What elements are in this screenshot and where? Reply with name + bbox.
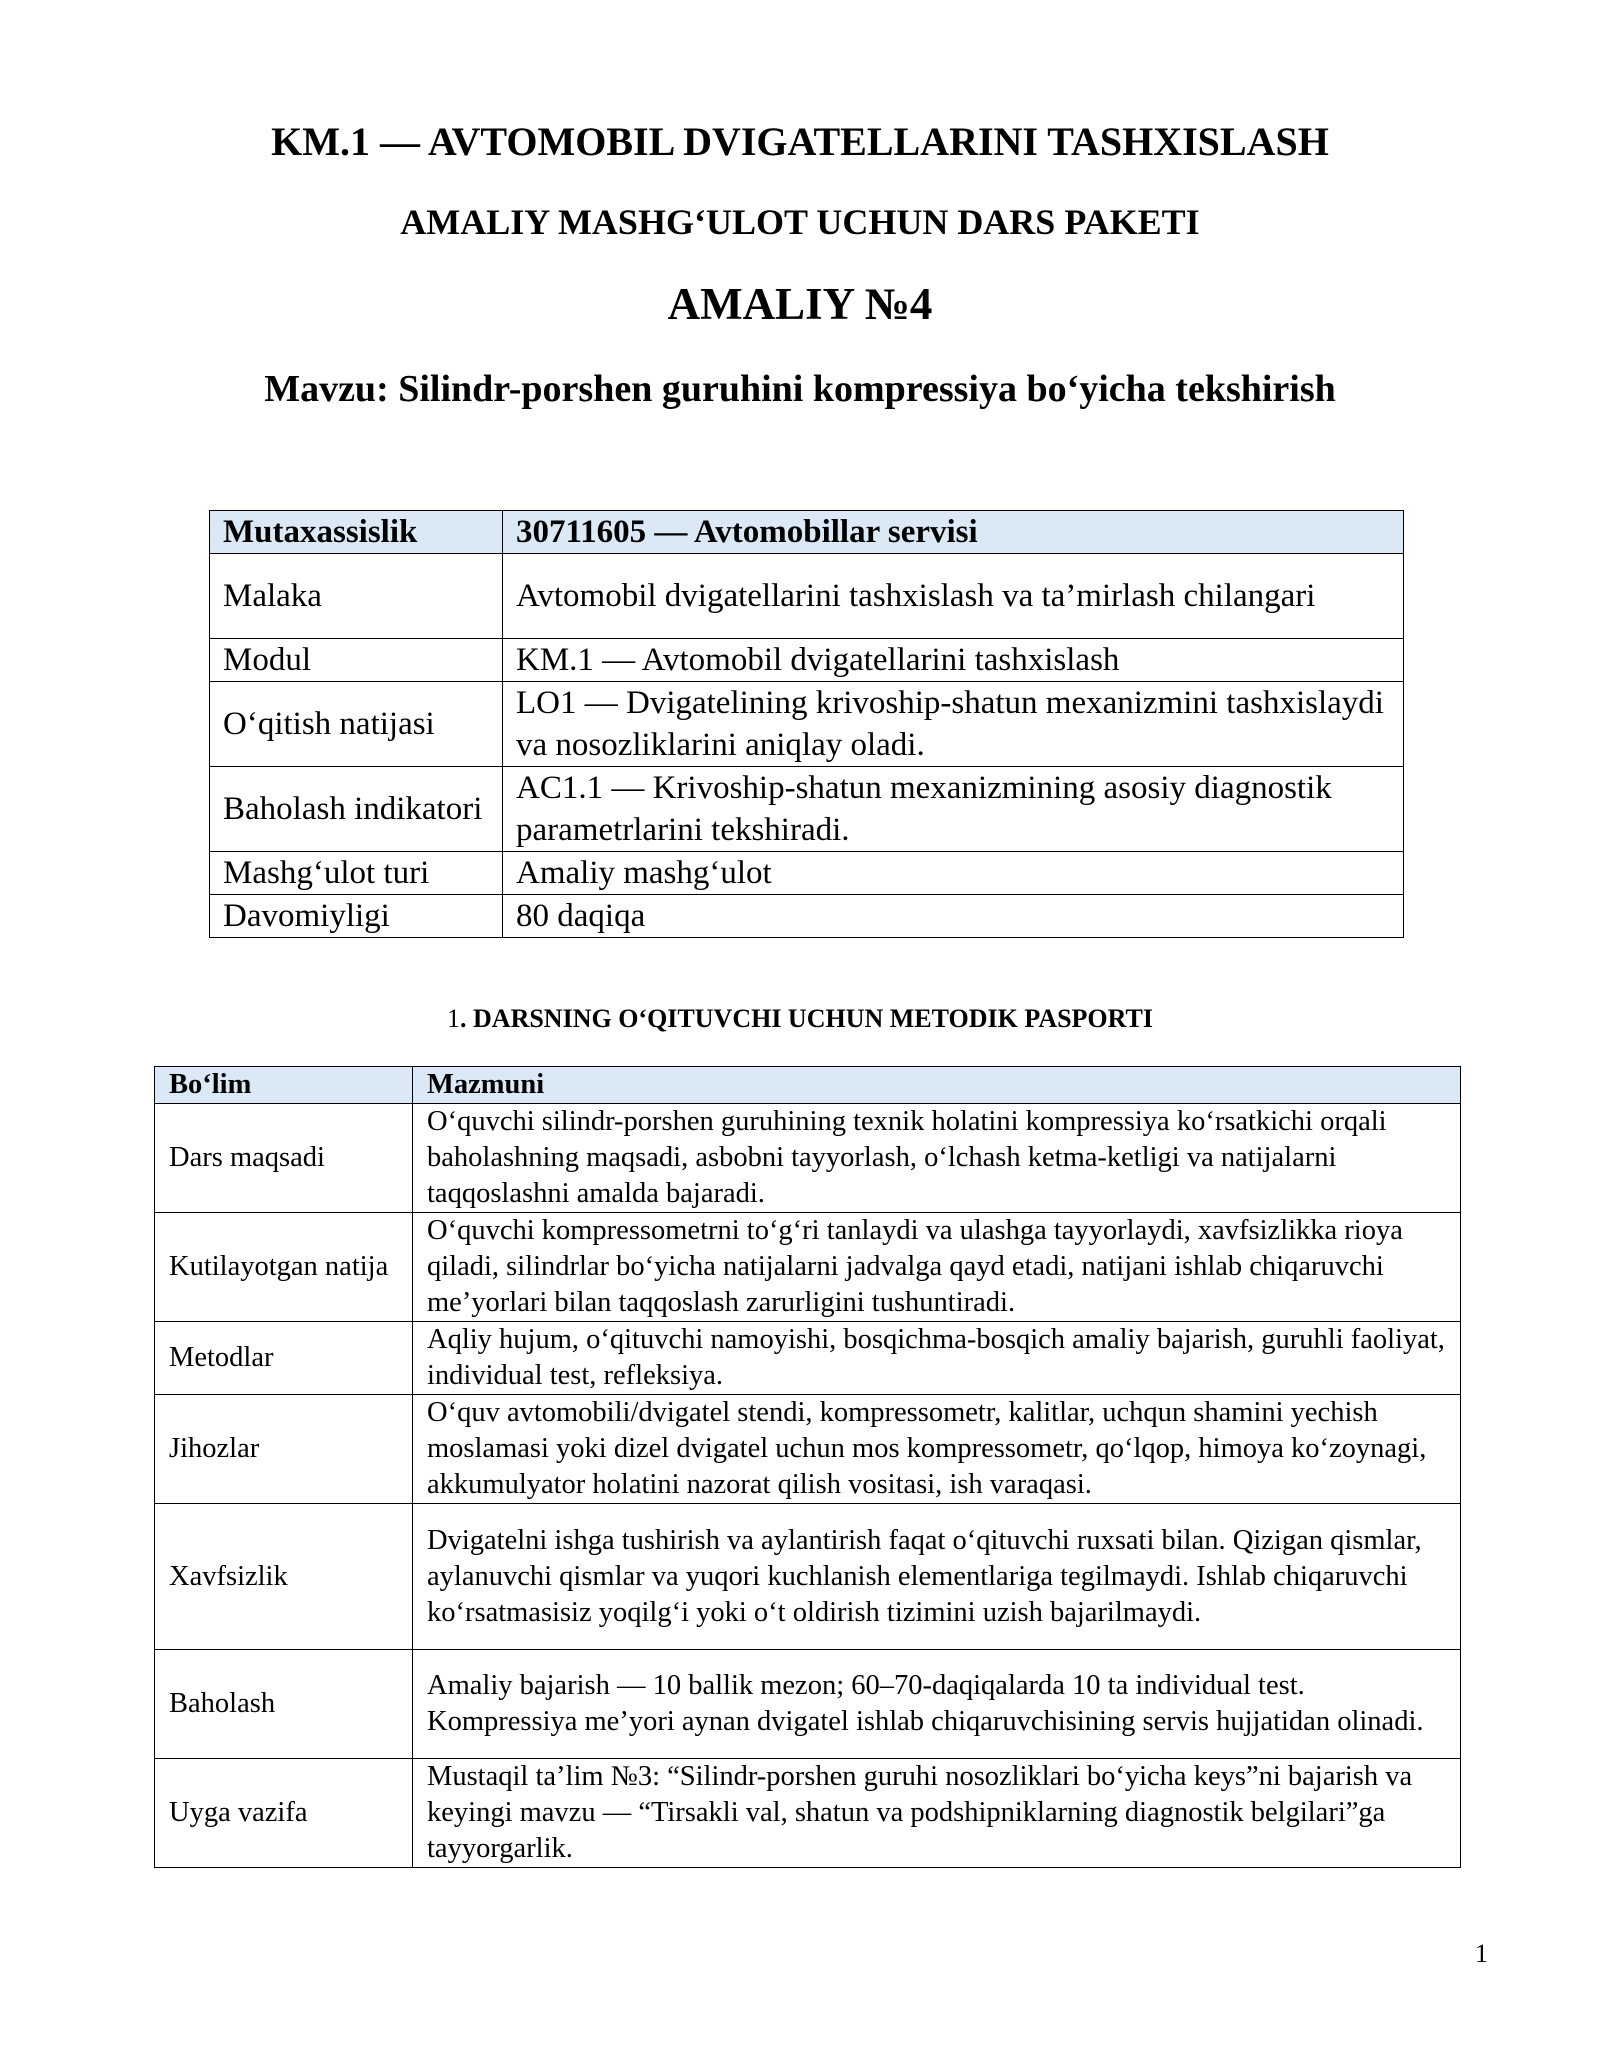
info-row-qualification — [210, 554, 1404, 639]
passport-row-expected-result — [155, 1213, 1461, 1322]
course-info-table — [209, 510, 1404, 938]
passport-content: O‘quvchi silindr-porshen guruhining texnik holatini kompressiya ko‘rsatkichi orqali baholashning maqsadi, asbobni tayyorlash, o‘lchash ketma-ketligi va natijalarni taqqoslashni amalda bajaradi. — [413, 1104, 1461, 1213]
passport-content: Dvigatelni ishga tushirish va aylantirish faqat o‘qituvchi ruxsati bilan. Qizigan qismlar, aylanuvchi qismlar va yuqori kuchlanish elementlariga tegilmaydi. Ishlab chiqaruvchi ko‘rsatmasisiz yoqilg‘i yoki o‘t oldirish tizimini uzish bajarilmaydi. — [413, 1504, 1461, 1650]
info-row-module — [210, 639, 1404, 682]
passport-content: Aqliy hujum, o‘qituvchi namoyishi, bosqichma-bosqich amaliy bajarish, guruhli faoliyat, individual test, refleksiya. — [413, 1322, 1461, 1395]
info-row-lesson-type — [210, 852, 1404, 895]
passport-section: Dars maqsadi — [155, 1104, 413, 1213]
passport-content: Mustaqil ta’lim №3: “Silindr-porshen guruhi nosozliklari bo‘yicha keys”ni bajarish va keyingi mavzu — “Tirsakli val, shatun va podshipniklarning diagnostik belgilari”ga tayyorgarlik. — [413, 1759, 1461, 1868]
passport-section: Uyga vazifa — [155, 1759, 413, 1868]
methodical-passport-table — [154, 1066, 1461, 1868]
info-row-learning-outcome — [210, 682, 1404, 767]
info-row-duration — [210, 895, 1404, 938]
passport-content: O‘quvchi kompressometrni to‘g‘ri tanlaydi va ulashga tayyorlaydi, xavfsizlikka rioya qiladi, silindrlar bo‘yicha natijalarni jadvalga qayd etadi, natijani ishlab chiqaruvchi me’yorlari bilan taqqoslash zarurligini tushuntiradi. — [413, 1213, 1461, 1322]
info-label: Davomiyligi — [210, 895, 503, 938]
info-value: LO1 — Dvigatelining krivoship-shatun mexanizmini tashxislaydi va nosozliklarini aniqlay oladi. — [503, 682, 1404, 767]
column-header-section: Bo‘lim — [155, 1067, 413, 1104]
passport-section: Jihozlar — [155, 1395, 413, 1504]
info-label: Modul — [210, 639, 503, 682]
document-subtitle: AMALIY MASHG‘ULOT UCHUN DARS PAKETI — [400, 202, 1200, 242]
passport-row-safety — [155, 1504, 1461, 1650]
info-label: Baholash indikatori — [210, 767, 503, 852]
info-row-specialty — [210, 511, 1404, 554]
info-value: 30711605 — Avtomobillar servisi — [503, 511, 1404, 554]
info-label: O‘qitish natijasi — [210, 682, 503, 767]
info-value: 80 daqiqa — [503, 895, 1404, 938]
lesson-topic: Mavzu: Silindr-porshen guruhini kompressiya bo‘yicha tekshirish — [264, 368, 1336, 410]
passport-content: O‘quv avtomobili/dvigatel stendi, kompressometr, kalitlar, uchqun shamini yechish moslamasi yoki dizel dvigatel uchun mos kompressometr, qo‘lqop, himoya ko‘zoynagi, akkumulyator holatini nazorat qilish vositasi, ish varaqasi. — [413, 1395, 1461, 1504]
info-value: Avtomobil dvigatellarini tashxislash va ta’mirlash chilangari — [503, 554, 1404, 639]
passport-section: Kutilayotgan natija — [155, 1213, 413, 1322]
passport-row-goal — [155, 1104, 1461, 1213]
passport-section: Xavfsizlik — [155, 1504, 413, 1650]
passport-row-assessment — [155, 1650, 1461, 1759]
passport-row-homework — [155, 1759, 1461, 1868]
passport-content: Amaliy bajarish — 10 ballik mezon; 60–70-daqiqalarda 10 ta individual test. Kompressiya me’yori aynan dvigatel ishlab chiqaruvchisining servis hujjatidan olinadi. — [413, 1650, 1461, 1759]
info-label: Mutaxassislik — [210, 511, 503, 554]
column-header-content: Mazmuni — [413, 1067, 1461, 1104]
document-title: KM.1 — AVTOMOBIL DVIGATELLARINI TASHXISLASH — [271, 119, 1329, 164]
passport-row-equipment — [155, 1395, 1461, 1504]
section-title: . DARSNING O‘QITUVCHI UCHUN METODIK PASPORTI — [460, 1004, 1153, 1033]
passport-row-methods — [155, 1322, 1461, 1395]
info-value: Amaliy mashg‘ulot — [503, 852, 1404, 895]
info-value: KM.1 — Avtomobil dvigatellarini tashxislash — [503, 639, 1404, 682]
info-label: Mashg‘ulot turi — [210, 852, 503, 895]
section-heading — [0, 1002, 1600, 1036]
page-number: 1 — [1475, 1939, 1488, 1968]
info-row-assessment-indicator — [210, 767, 1404, 852]
info-label: Malaka — [210, 554, 503, 639]
info-value: AC1.1 — Krivoship-shatun mexanizmining asosiy diagnostik parametrlarini tekshiradi. — [503, 767, 1404, 852]
passport-header-row — [155, 1067, 1461, 1104]
passport-section: Baholash — [155, 1650, 413, 1759]
section-number: 1 — [447, 1004, 461, 1033]
practical-number: AMALIY №4 — [667, 279, 933, 329]
passport-section: Metodlar — [155, 1322, 413, 1395]
